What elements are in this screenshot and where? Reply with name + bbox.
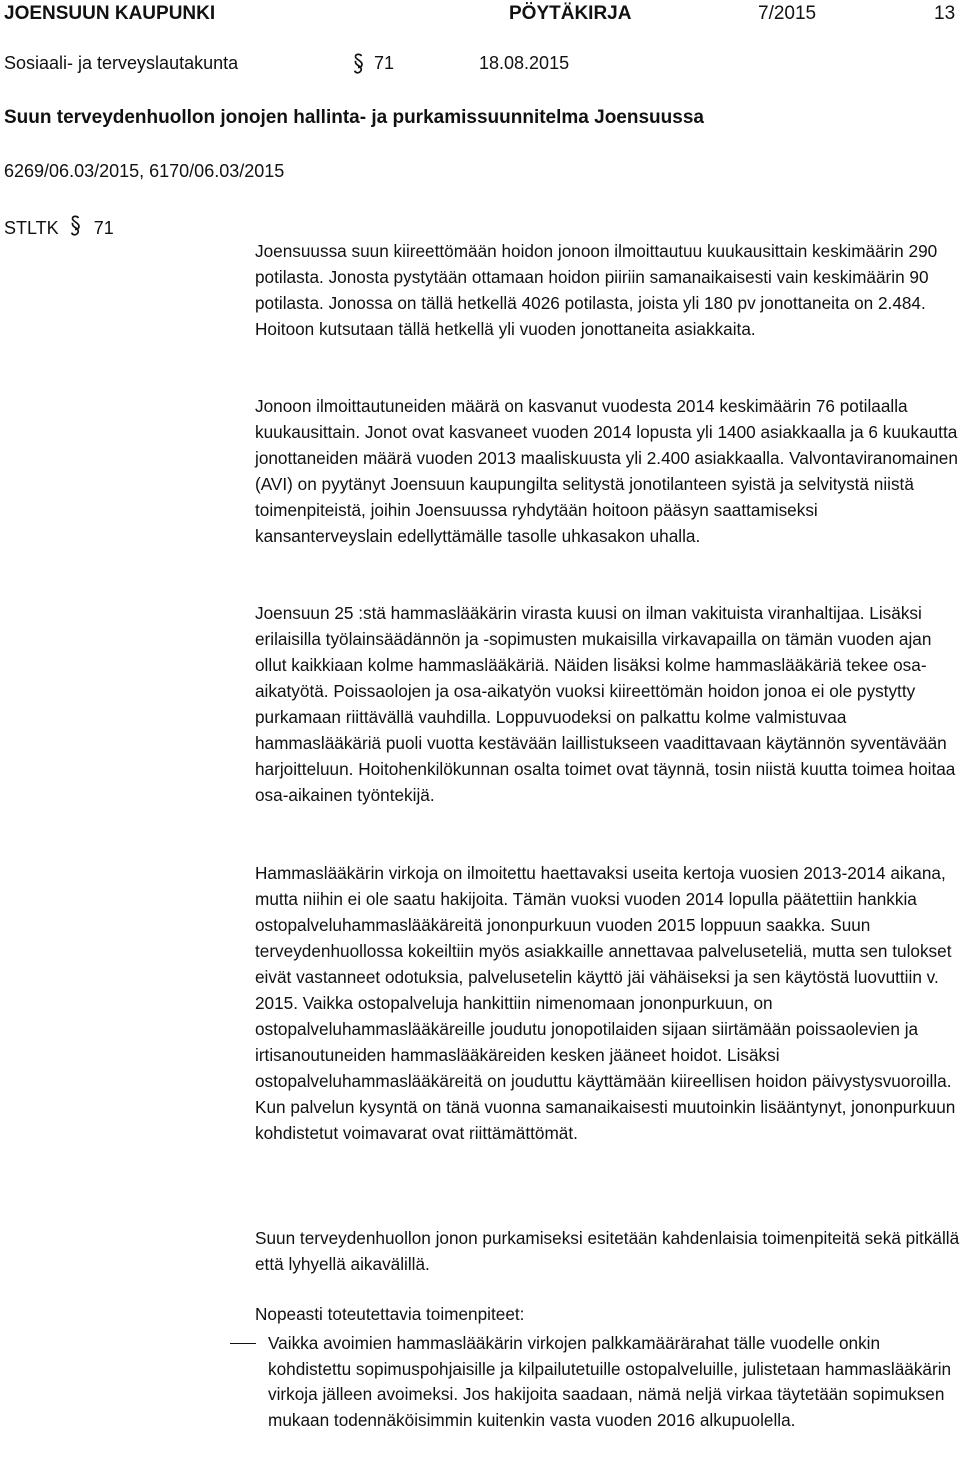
section-reference bbox=[353, 53, 395, 77]
section-number: 71 bbox=[374, 53, 395, 73]
file-references: 6269/06.03/2015, 6170/06.03/2015 bbox=[4, 161, 285, 181]
list-item-text: Vaikka avoimien hammaslääkärin virkojen palkkamäärärahat tälle vuodelle onkin kohdistettu sopimuspohjaisille ja kilpailutetuille ostopalveluille, julistetaan hammaslääkärin virkoja jälleen avoimeksi. Jos hakijoita saadaan, nämä neljä virkaa täytetään sopimuksen mukaan todennäköisimmin kuitenkin vasta vuoden 2016 alkupuolella. bbox=[268, 1333, 952, 1430]
committee-section-number: 71 bbox=[93, 218, 114, 238]
meeting-date: 18.08.2015 bbox=[479, 53, 570, 73]
document-number: 7/2015 bbox=[758, 3, 817, 24]
body-paragraph: Joensuussa suun kiireettömään hoidon jonoon ilmoittautuu kuukausittain keskimäärin 290 potilasta. Jonosta pystytään ottamaan hoidon piiriin samanaikaisesti vain keskimäärin 90 potilasta. Jonossa on tällä hetkellä 4026 potilasta, joista yli 180 pv jonottaneita on 2.484. Hoitoon kutsutaan tällä hetkellä yli vuoden jonottaneita asiakkaita. bbox=[255, 241, 938, 339]
committee-label: STLTK bbox=[4, 218, 59, 238]
body-paragraph: Jonoon ilmoittautuneiden määrä on kasvanut vuodesta 2014 keskimäärin 76 potilaalla kuukausittain. Jonot ovat kasvaneet vuoden 2014 lopusta yli 1400 asiakkaalla ja 6 kuukautta jonottaneiden määrä vuoden 2013 maaliskuusta yli 2.400 asiakkaalla. Valvontaviranomainen (AVI) on pyytänyt Joensuun kaupungilta selitystä jonotilanteen syistä ja selvitystä niistä toimenpiteistä, joihin Joensuussa ryhdytään hoitoon pääsyn saattamiseksi kansanterveyslain edellyttämälle tasolle uhkasakon uhalla. bbox=[255, 396, 958, 546]
body-paragraph: Joensuun 25 :stä hammaslääkärin virasta kuusi on ilman vakituista viranhaltijaa. Lisäksi erilaisilla työlainsäädännön ja -sopimusten mukaisilla virkavapailla on tämän vuoden ajan ollut kaikkiaan kolme hammaslääkäriä. Näiden lisäksi kolme hammaslääkäriä tekee osa-aikatyötä. Poissaolojen ja osa-aikatyön vuoksi kiireettömän hoidon jonoa ei ole pystytty purkamaan riittävällä vauhdilla. Loppuvuodeksi on palkattu kolme valmistuvaa hammaslääkäriä puoli vuotta kestävään laillistukseen vaadittavaan käytännön syventävään harjoitteluun. Hoitohenkilökunnan osalta toimet ovat täynnä, tosin niistä kuutta toimea hoitaa osa-aikainen työntekijä. bbox=[255, 603, 956, 805]
section-sign-icon bbox=[70, 215, 81, 237]
body-paragraph: Hammaslääkärin virkoja on ilmoitettu haettavaksi useita kertoja vuosien 2013-2014 aikana, mutta niihin ei ole saatu hakijoita. Tämän vuoksi vuoden 2014 lopulla päätettiin hankkia ostopalveluhammaslääkäreitä jononpurkuun vuoden 2015 loppuun saakka. Suun terveydenhuollossa kokeiltiin myös asiakkaille annettavaa palveluseteliä, mutta sen tulokset eivät vastanneet odotuksia, palvelusetelin käyttö jäi vähäiseksi ja sen käytöstä luovuttiin v. 2015. Vaikka ostopalveluja hankittiin nimenomaan jononpurkuun, on ostopalveluhammaslääkäreille joudutu jonopotilaiden sijaan siirtämään poissaolevien ja irtisanoutuneiden hammaslääkäreiden kesken jääneet hoidot. Lisäksi ostopalveluhammaslääkäreitä on jouduttu käyttämään kiireellisen hoidon päivystysvuoroilla. Kun palvelun kysyntä on tänä vuonna samanaikaisesti muutoinkin lisääntynyt, jononpurkuun kohdistetut voimavarat ovat riittämättömät. bbox=[255, 863, 956, 1143]
meeting-info bbox=[0, 53, 960, 77]
section-sign-icon bbox=[353, 53, 364, 75]
committee-section bbox=[4, 215, 114, 239]
page-number: 13 bbox=[934, 3, 956, 24]
document-type: PÖYTÄKIRJA bbox=[509, 3, 632, 24]
measures-heading: Nopeasti toteutettavia toimenpiteet: bbox=[255, 1304, 525, 1324]
page-header bbox=[0, 0, 960, 28]
dash-bullet-icon bbox=[230, 1343, 256, 1344]
board-name: Sosiaali- ja terveyslautakunta bbox=[4, 53, 239, 73]
agenda-item-title: Suun terveydenhuollon jonojen hallinta- ja purkamissuunnitelma Joensuussa bbox=[4, 107, 704, 128]
organization-name: JOENSUUN KAUPUNKI bbox=[4, 3, 216, 24]
body-paragraph: Suun terveydenhuollon jonon purkamiseksi esitetään kahdenlaisia toimenpiteitä sekä pitkällä että lyhyellä aikavälillä. bbox=[255, 1228, 960, 1274]
